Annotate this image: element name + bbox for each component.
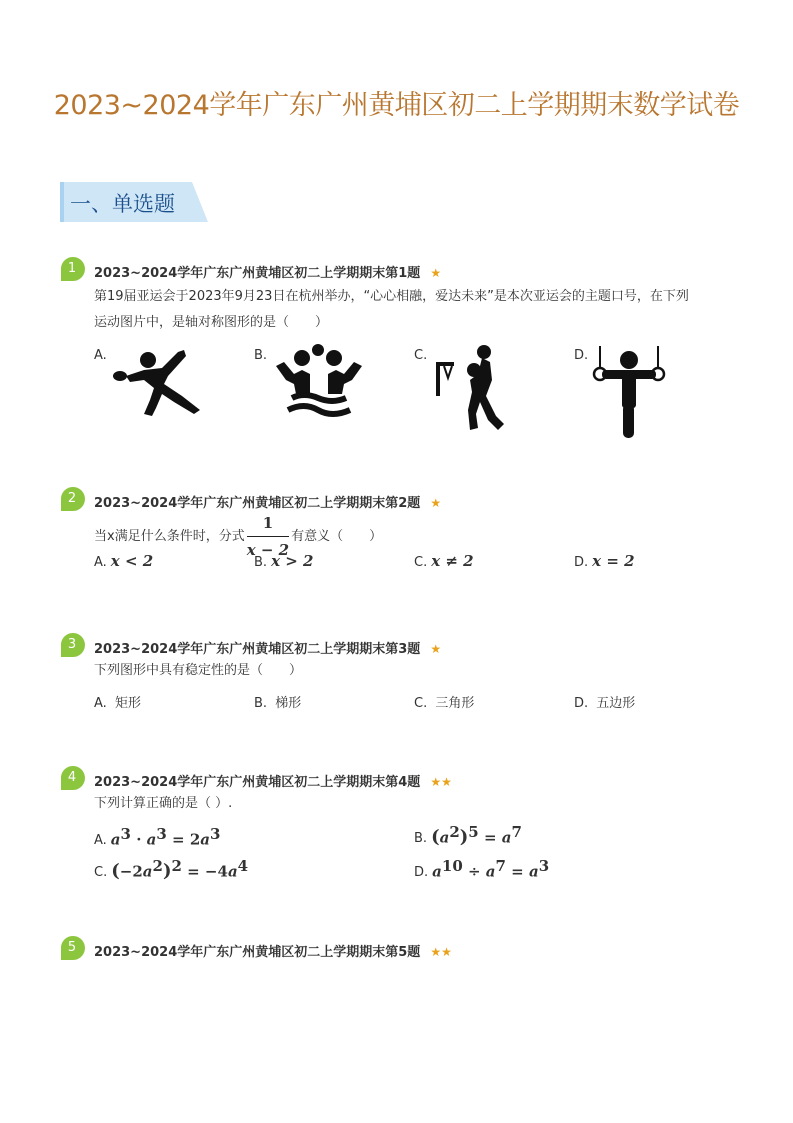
option-d[interactable]: D. x = 2 [574,552,635,570]
option-b-label[interactable]: B. [254,348,268,363]
option-b[interactable]: B. 梯形 [254,696,302,711]
option-d[interactable]: D. $a^{10} \div a^7 = a^3$ [414,857,550,881]
difficulty-stars: ★★ [430,945,452,959]
question-number-badge: 5 [60,935,86,961]
section-banner [60,182,210,222]
option-c[interactable]: C. $(-2a^2)^2 = -4a^4$ [94,857,249,882]
question-source: 2023~2024学年广东广州黄埔区初二上学期期末第5题 ★★ [94,945,452,960]
question-source: 2023~2024学年广东广州黄埔区初二上学期期末第3题 ★ [94,642,442,657]
table-tennis-icon [112,344,212,416]
option-d-label[interactable]: D. [574,348,589,363]
question-stem: 下列计算正确的是（ ）. [94,796,233,811]
option-a[interactable]: A. $a^3 \cdot a^3 = 2a^3$ [94,825,221,849]
question-number-badge: 2 [60,486,86,512]
question-stem: 第19届亚运会于2023年9月23日在杭州举办，“心心相融，爱达未来”是本次亚运会的主题口号，在下列 运动图片中，是轴对称图形的是（ ） [94,289,689,330]
question-number-badge: 4 [60,765,86,791]
option-a[interactable]: A. x < 2 [94,552,154,570]
difficulty-stars: ★ [430,266,442,280]
difficulty-stars: ★ [430,496,442,510]
option-b[interactable]: B. x > 2 [254,552,314,570]
fraction-expression: $\frac{1}{x - 2}$ [247,510,289,563]
option-c-label[interactable]: C. [414,348,428,363]
option-c[interactable]: C. x ≠ 2 [414,552,474,570]
option-c[interactable]: C. 三角形 [414,696,475,711]
question-stem: 当x满足什么条件时，分式 $\frac{1}{x - 2}$ 有意义（ ） [94,510,382,563]
option-d[interactable]: D. 五边形 [574,696,636,711]
difficulty-stars: ★★ [430,775,452,789]
option-b[interactable]: B. $(a^2)^5 = a^7$ [414,823,522,848]
question-source: 2023~2024学年广东广州黄埔区初二上学期期末第2题 ★ [94,496,442,511]
question-number-badge: 3 [60,632,86,658]
difficulty-stars: ★ [430,642,442,656]
page-title: 2023~2024学年广东广州黄埔区初二上学期期末数学试卷 [53,90,740,121]
section-title: 一、单选题 [70,192,175,216]
basketball-icon [434,344,514,434]
question-stem: 下列图形中具有稳定性的是（ ） [94,663,303,678]
question-source: 2023~2024学年广东广州黄埔区初二上学期期末第4题 ★★ [94,775,452,790]
question-number-badge: 1 [60,256,86,282]
question-source: 2023~2024学年广东广州黄埔区初二上学期期末第1题 ★ [94,266,442,281]
rings-gymnastics-icon [590,346,670,442]
option-a-label[interactable]: A. [94,348,107,363]
option-a[interactable]: A. 矩形 [94,696,141,711]
water-polo-icon [274,344,364,420]
